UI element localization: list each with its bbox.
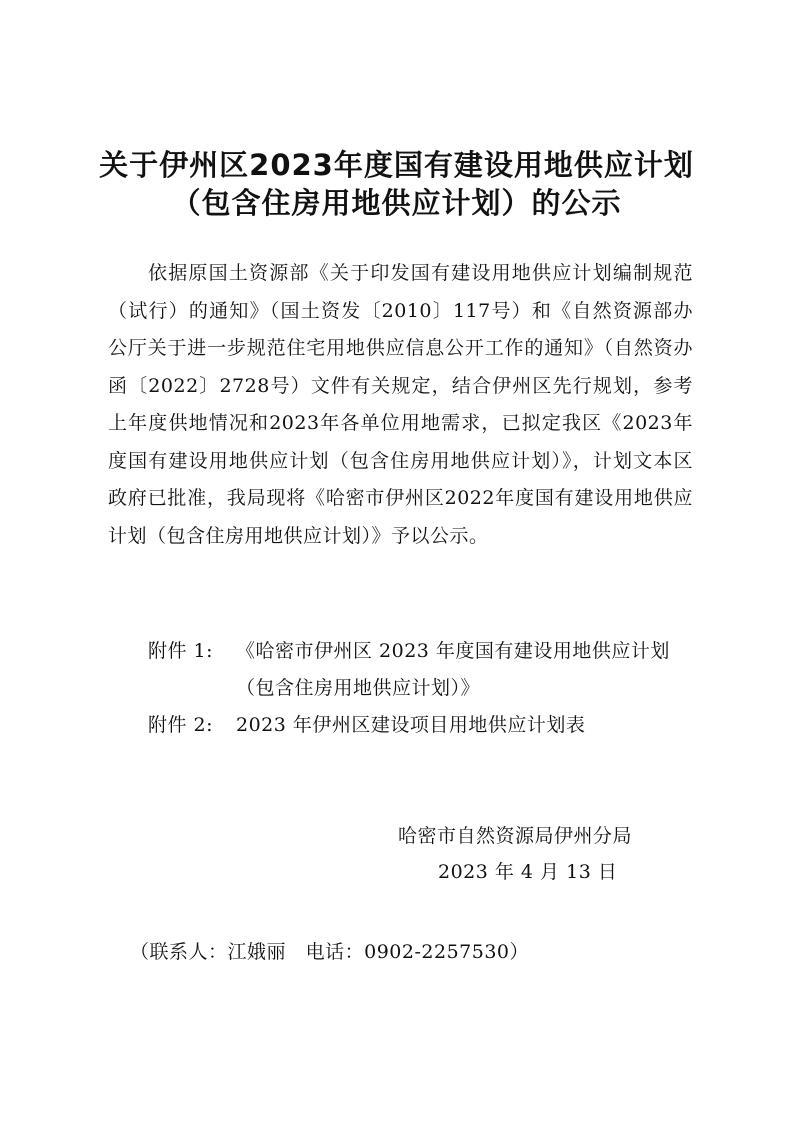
attachment-1-label: 附件 1: — [148, 640, 214, 662]
attachment-2-text: 2023 年伊州区建设项目用地供应计划表 — [236, 714, 586, 736]
document-title-line-1: 关于伊州区2023年度国有建设用地供应计划 — [99, 148, 694, 182]
attachment-1-text-line-2: （包含住房用地供应计划）》 — [236, 677, 481, 699]
document-title-line-2: （包含住房用地供应计划）的公示 — [171, 186, 622, 220]
contact-info: （联系人：江娥丽 电话：0902-2257530） — [130, 941, 530, 963]
signature-date: 2023 年 4 月 13 日 — [438, 861, 618, 883]
signature-organization: 哈密市自然资源局伊州分局 — [398, 825, 633, 847]
body-paragraph: 依据原国土资源部《关于印发国有建设用地供应计划编制规范（试行）的通知》（国土资发〔2010〕117号）和《自然资源部办公厅关于进一步规范住宅用地供应信息公开工作的通知》（自然资办函〔2022〕2728号）文件有关规定，结合伊州区先行规划，参考上年度供地情况和2023年各单位用地需求，已拟定我区《2023年度国有建设用地供应计划（包含住房用地供应计划）》，计划文本区政府已批准，我局现将《哈密市伊州区2022年度国有建设用地供应计划（包含住房用地供应计划）》予以公示。 — [108, 262, 693, 547]
attachment-2-label: 附件 2: — [148, 714, 214, 736]
attachment-1-text-line-1: 《哈密市伊州区 2023 年度国有建设用地供应计划 — [236, 640, 670, 662]
